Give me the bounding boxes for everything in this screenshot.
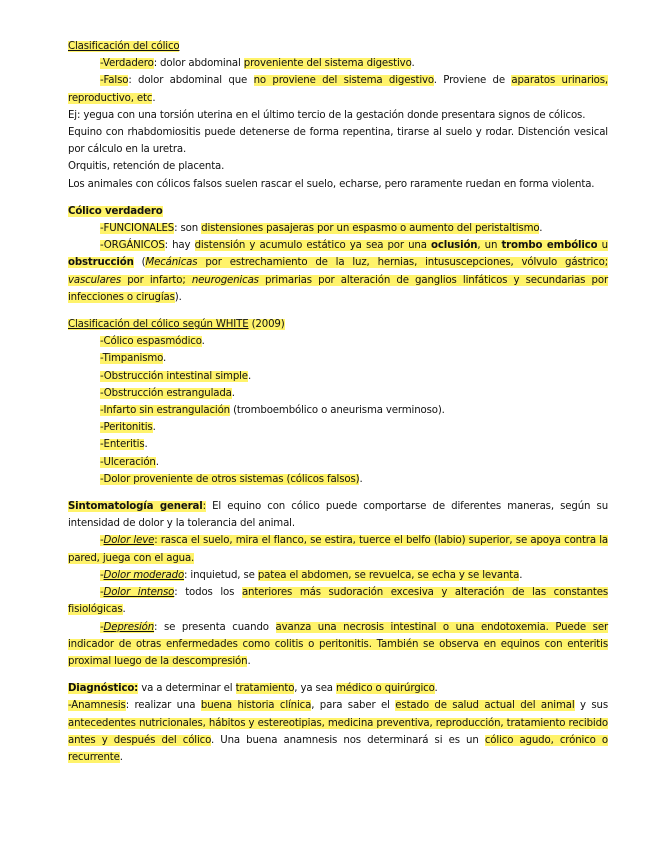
text: . xyxy=(247,655,251,667)
list-item-text: -Ulceración xyxy=(100,456,156,468)
highlight: avanza una necrosis intestinal o una endotoxemia. Puede ser indicador de otras enfermedades como colitis o peritonitis. También se observa en equinos con enteritis proximal luego de la descompresión xyxy=(68,621,608,667)
list-item-text: -Obstrucción intestinal simple xyxy=(100,370,248,382)
list-item-text: -Timpanismo xyxy=(100,353,164,365)
highlight: distensiones pasajeras por un espasmo o aumento del peristaltismo xyxy=(201,223,540,235)
text: . Una buena anamnesis nos determinará si es un xyxy=(211,734,485,746)
highlight: aparatos urinarios, reproductivo, etc xyxy=(68,75,608,104)
section-title-colico-verdadero: Cólico verdadero xyxy=(68,205,163,217)
highlight: no proviene del sistema digestivo xyxy=(253,75,434,87)
section-title-diagnostico: Diagnóstico: xyxy=(68,683,139,695)
text: . xyxy=(434,683,438,695)
label-dolor-moderado-text: Dolor moderado xyxy=(103,569,185,581)
text: va a determinar el xyxy=(138,683,236,695)
highlight-dash: - xyxy=(100,535,104,547)
highlight-dash: - xyxy=(100,621,104,633)
highlight: tratamiento xyxy=(235,683,295,695)
label-depresion xyxy=(104,622,155,633)
highlight: : xyxy=(202,501,206,513)
paragraph-verdadero xyxy=(68,55,608,72)
paragraph-organicos xyxy=(68,237,608,306)
highlight-bold: trombo embólico xyxy=(501,240,598,252)
highlight-italic: vasculares xyxy=(68,274,121,286)
text: : inquietud, se xyxy=(184,569,258,581)
paragraph-dolor-moderado xyxy=(68,567,608,584)
highlight: cólico agudo, crónico o recurrente xyxy=(68,734,608,763)
text: . xyxy=(122,604,126,616)
label-depresion-text: Depresión xyxy=(103,621,155,633)
highlight-dash: - xyxy=(100,569,104,581)
highlight: médico o quirúrgico xyxy=(336,683,435,695)
paragraph-ejemplo: Ej: yegua con una torsión uterina en el último tercio de la gestación donde presentara signos de cólicos. xyxy=(68,109,586,121)
highlight: anteriores más sudoración excesiva y alteración de las constantes fisiológicas xyxy=(68,587,609,616)
paragraph-orquitis: Orquitis, retención de placenta. xyxy=(68,161,225,173)
highlight-bold: obstrucción xyxy=(68,257,134,269)
text: . xyxy=(539,223,543,235)
white-year: (2009) xyxy=(248,319,285,331)
list-item-text: -Cólico espasmódico xyxy=(100,336,202,348)
highlight: buena historia clínica xyxy=(200,700,312,712)
highlight: primarias por alteración de ganglios linfáticos y secundarias por infecciones o cirugías xyxy=(68,274,608,303)
label-falso: -Falso xyxy=(100,75,129,87)
label-dolor-intenso xyxy=(104,587,175,598)
highlight: estado de salud actual del animal xyxy=(395,700,575,712)
list-item: -Obstrucción estrangulada. xyxy=(100,387,235,399)
text: : son xyxy=(174,223,202,235)
section-colico-verdadero xyxy=(68,203,608,220)
text: . xyxy=(519,569,523,581)
list-item: -Ulceración. xyxy=(100,456,159,468)
paragraph-sintomatologia xyxy=(68,498,608,532)
highlight: antecedentes nutricionales, hábitos y estereotipias, medicina preventiva, reproducción, tratamiento recibido antes y después del cólico xyxy=(68,717,608,746)
list-item-text: -Dolor proveniente de otros sistemas (cólicos falsos) xyxy=(100,473,360,485)
highlight: proveniente del sistema digestivo xyxy=(243,58,412,70)
text: El equino con cólico puede comportarse de diferentes maneras, según su intensidad de dolor y la tolerancia del animal. xyxy=(68,501,608,530)
list-item-text: -Infarto sin estrangulación xyxy=(100,405,230,417)
text: : realizar una xyxy=(125,700,201,712)
highlight: patea el abdomen, se revuelca, se echa y se levanta xyxy=(257,569,520,581)
document-page xyxy=(68,38,608,766)
label-funcionales: -FUNCIONALES xyxy=(100,223,175,235)
list-item-text: -Enteritis xyxy=(100,439,145,451)
paragraph-anamnesis xyxy=(68,697,608,766)
list-item-text: -Obstrucción estrangulada xyxy=(100,387,232,399)
list-item xyxy=(100,402,608,419)
text: : dolor abdominal que xyxy=(128,75,254,87)
paragraph-equino: Equino con rhabdomiositis puede detenerse de forma repentina, tirarse al suelo y rodar. Distención vesical por cálculo en la uretra. xyxy=(68,127,608,156)
highlight: distensión y acumulo estático ya sea por una xyxy=(194,240,431,252)
label-verdadero: -Verdadero xyxy=(100,58,154,70)
highlight: , un xyxy=(477,240,502,252)
list-item-text: -Peritonitis xyxy=(100,422,153,434)
text: : hay xyxy=(164,240,195,252)
list-item: -Cólico espasmódico. xyxy=(100,336,205,348)
highlight-bold: oclusión xyxy=(431,240,478,252)
text: . xyxy=(152,92,156,104)
highlight-italic: neurogenicas xyxy=(191,274,259,286)
text: , ya sea xyxy=(294,683,336,695)
paragraph-diagnostico xyxy=(68,680,608,697)
paragraph-falso xyxy=(68,72,608,106)
text: . Proviene de xyxy=(433,75,512,87)
label-dolor-intenso-text: Dolor intenso xyxy=(103,587,175,599)
list-item-extra: (tromboembólico o aneurisma verminoso). xyxy=(229,405,445,417)
paragraph-dolor-intenso xyxy=(68,584,608,618)
section-clasificacion xyxy=(68,38,608,55)
list-item: -Dolor proveniente de otros sistemas (cólicos falsos). xyxy=(100,473,363,485)
paragraph-animales: Los animales con cólicos falsos suelen rascar el suelo, echarse, pero raramente ruedan en forma violenta. xyxy=(68,178,595,190)
highlight: : rasca el suelo, mira el flanco, se estira, tuerce el belfo (labio) superior, se apoya contra la pared, juega con el agua. xyxy=(68,535,608,564)
section-white xyxy=(68,316,608,333)
text: y sus xyxy=(574,700,608,712)
highlight-italic: Mecánicas xyxy=(145,257,198,269)
list-item: -Enteritis. xyxy=(100,439,148,451)
highlight: u xyxy=(597,240,608,252)
text: : se presenta cuando xyxy=(154,621,276,633)
label-dolor-moderado xyxy=(104,570,185,581)
list-item: -Peritonitis. xyxy=(100,422,156,434)
paragraph-funcionales xyxy=(68,220,608,237)
text: ( xyxy=(133,257,146,269)
list-item: -Timpanismo. xyxy=(100,353,167,365)
label-anamnesis: -Anamnesis xyxy=(68,700,126,712)
section-title-white: Clasificación del cólico según WHITE xyxy=(68,319,249,331)
paragraph-depresion xyxy=(68,619,608,671)
highlight: por estrechamiento de la luz, hernias, intususcepciones, vólvulo gástrico; xyxy=(197,257,608,269)
label-organicos: -ORGÁNICOS xyxy=(100,240,165,252)
list-item: -Obstrucción intestinal simple. xyxy=(100,370,252,382)
highlight: por infarto; xyxy=(120,274,192,286)
text: . xyxy=(411,58,415,70)
text: . xyxy=(119,751,123,763)
label-dolor-leve xyxy=(104,535,155,546)
section-title-sintomatologia: Sintomatología general xyxy=(68,501,203,513)
paragraph-dolor-leve xyxy=(68,532,608,566)
label-dolor-leve-text: Dolor leve xyxy=(103,535,155,547)
highlight-dash: - xyxy=(100,587,104,599)
text: : dolor abdominal xyxy=(153,58,244,70)
text: : todos los xyxy=(174,587,242,599)
text: , para saber el xyxy=(311,700,396,712)
section-title-clasificacion: Clasificación del cólico xyxy=(68,41,180,52)
text: ). xyxy=(174,291,182,303)
